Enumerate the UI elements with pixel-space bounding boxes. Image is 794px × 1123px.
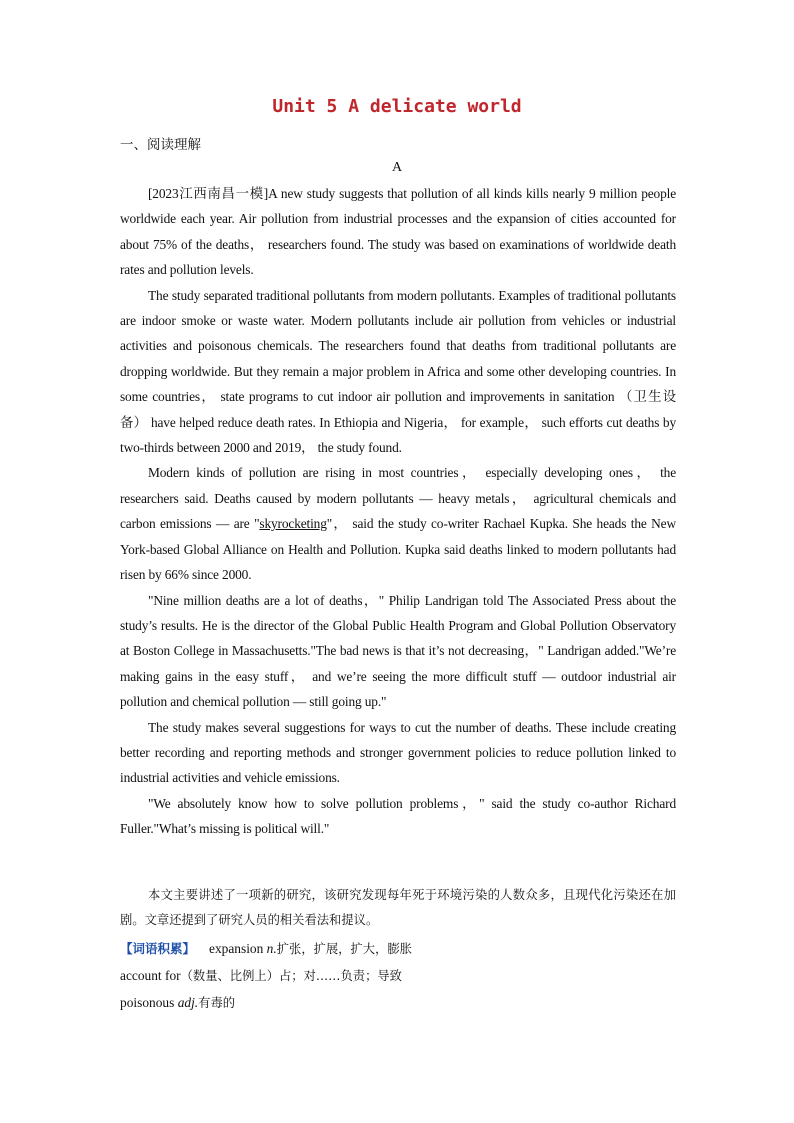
- vocab-meaning: 有毒的: [198, 996, 236, 1010]
- paragraph-text: The study makes several suggestions for ways to cut the number of deaths. These include creating better recording and reporting methods and stronger government policies to reduce pollution linked to industrial activities and vehicle emissions.: [120, 719, 676, 786]
- paragraph-text: "Nine million deaths are a lot of deaths，" Philip Landrigan told The Associated Press about the study’s results. He is the director of the Global Public Health Program and Global Pollution Observatory at Boston College in Massachusetts."The bad news is that it’s not decreasing，" Landrigan added."We’re making gains in the easy stuff， and we’re seeing the more difficult stuff — outdoor industrial air pollution and chemical pollution — still going up.": [120, 592, 676, 710]
- unit-title: Unit 5 A delicate world: [272, 96, 522, 117]
- vocab-line-1: [120, 939, 680, 959]
- paragraph: [120, 715, 676, 791]
- vocab-word: account for: [120, 968, 181, 983]
- vocab-meaning: （数量、比例上）占；对……负责；导致: [180, 969, 402, 983]
- vocab-word: expansion: [209, 941, 264, 956]
- passage-body: [120, 181, 676, 842]
- passage-label: A: [391, 160, 403, 175]
- paragraph: [120, 588, 676, 715]
- vocab-line-2: [120, 966, 680, 986]
- underlined-word: skyrocketing: [259, 516, 327, 532]
- paragraph: [120, 283, 676, 461]
- vocab-pos: adj.: [177, 995, 199, 1010]
- paragraph-text: The study separated traditional pollutants from modern pollutants. Examples of traditional pollutants are indoor smoke or waste water. Modern pollutants include air pollution from vehicles or industrial activities and poisonous chemicals. The researchers found that deaths from traditional pollutants are dropping worldwide. But they remain a major problem in Africa and some other developing countries. In some countries， state programs to cut indoor air pollution and improvements in sanitation （卫生设备） have helped reduce death rates. In Ethiopia and Nigeria， for example， such efforts cut deaths by two-thirds between 2000 and 2019， the study found.: [120, 287, 676, 456]
- paragraph: [120, 460, 676, 587]
- paragraph-text: [2023江西南昌一模]A new study suggests that pollution of all kinds kills nearly 9 million people worldwide each year. Air pollution from industrial processes and the expansion of cities accounted for about 75% of the deaths， researchers found. The study was based on examinations of worldwide death rates and pollution levels.: [120, 186, 676, 278]
- section-heading: 一、阅读理解: [120, 137, 201, 153]
- paragraph-text: "， said the study co-writer Rachael Kupka. She heads the New York-based Global Alliance on Health and Pollution. Kupka said deaths linked to modern pollutants had risen by 66% since 2000.: [120, 516, 676, 583]
- paragraph-text: Modern kinds of pollution are rising in most countries， especially developing ones， the researchers said. Deaths caused by modern pollutants — heavy metals， agricultural chemicals and carbon emissions — are ": [120, 465, 676, 532]
- paragraph: [120, 181, 676, 283]
- vocab-meaning: 扩张，扩展，扩大，膨胀: [276, 942, 412, 956]
- passage-summary: 本文主要讲述了一项新的研究，该研究发现每年死于环境污染的人数众多，且现代化污染还在加剧。文章还提到了研究人员的相关看法和提议。: [120, 888, 676, 927]
- vocab-word: poisonous: [120, 995, 175, 1010]
- vocab-pos: n.: [266, 941, 277, 956]
- vocab-heading: 【词语积累】: [120, 941, 196, 956]
- vocab-line-3: [120, 993, 680, 1013]
- paragraph: [120, 791, 676, 842]
- paragraph-text: "We absolutely know how to solve pollution problems，" said the study co-author Richard Fuller."What’s missing is political will.": [120, 795, 676, 837]
